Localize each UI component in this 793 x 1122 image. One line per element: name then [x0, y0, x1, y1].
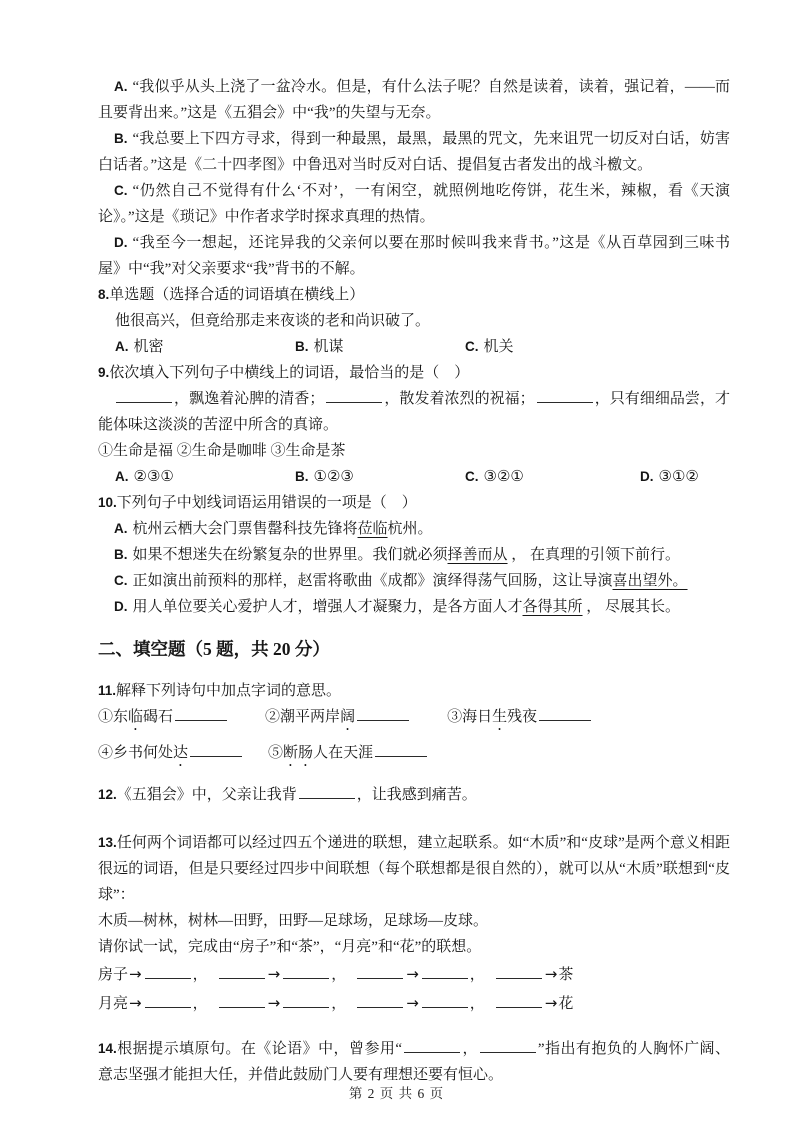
q10-option-a: [98, 516, 730, 542]
option-label: D.: [640, 469, 654, 484]
option-text: ， 尽展其长。: [582, 599, 681, 615]
option-label: B.: [295, 469, 309, 484]
stem-text: 依次填入下列句子中横线上的词语，最恰当的是（ ）: [109, 365, 470, 381]
q9-fill-line: [98, 386, 730, 438]
answer-blank: [219, 964, 265, 979]
try-text: 请你试一试，完成由“房子”和“茶”，“月亮”和“花”的联想。: [98, 939, 482, 955]
answer-blank: [496, 993, 542, 1008]
q9-stem: [98, 360, 730, 386]
q7-option-a: [98, 74, 730, 126]
example-text: 木质—树林，树林—田野，田野—足球场，足球场—皮球。: [98, 913, 489, 929]
option-label: C.: [114, 573, 128, 588]
option-label: C.: [114, 183, 128, 198]
q13-stem: [98, 830, 730, 908]
q13-example-line: [98, 908, 730, 934]
fill-segment: 《五猖会》中，父亲让我背: [116, 787, 297, 803]
answer-blank: [145, 993, 191, 1008]
item-text: ⑤: [268, 745, 284, 761]
question-number: 13.: [98, 835, 117, 850]
q11-stem: [98, 678, 730, 704]
q14-line: [98, 1036, 730, 1088]
option-text: 机关: [483, 339, 514, 355]
fill-segment: ，: [462, 1041, 478, 1057]
stem-text: 任何两个词语都可以经过四五个递进的联想，建立起联系。如“木质”和“皮球”是两个意义相距很远的词语，但是只要经过四步中间联想（每个联想都是很自然的），就可以从“木质”联想到“皮球”：: [98, 835, 730, 903]
stem-text: 下列句子中划线词语运用错误的一项是（ ）: [116, 495, 417, 511]
q11-item-5: [268, 745, 429, 761]
option-label: A.: [115, 469, 129, 484]
q7-option-b: [98, 126, 730, 178]
item-text: ②潮平两岸: [265, 709, 341, 725]
question-number: 10.: [98, 495, 117, 510]
option-text: 机谋: [313, 339, 344, 355]
answer-blank: [283, 993, 329, 1008]
q13-chain-row-1: [98, 960, 730, 989]
q11-item-2: [265, 709, 411, 725]
option-label: C.: [465, 339, 479, 354]
comma: ，: [331, 996, 347, 1012]
answer-blank: [357, 993, 403, 1008]
answer-blank: [175, 706, 227, 721]
q8-stem: [98, 282, 730, 308]
answer-blank: [190, 742, 242, 757]
option-text: 杭州云栖大会门票售罄科技先锋将: [132, 521, 358, 537]
option-text: ②③①: [133, 469, 174, 485]
item-text: ④乡书何处: [98, 745, 174, 761]
q13-try-line: [98, 934, 730, 960]
q7-option-d: [98, 230, 730, 282]
fill-segment: ”指出有抱负的人胸怀广阔、意志坚强才能担大任，并借此鼓励门人要有理想还要有恒心。: [98, 1041, 730, 1083]
answer-blank: [404, 1038, 460, 1053]
answer-blank: [326, 388, 382, 403]
fill-segment: ，散发着浓烈的祝福；: [384, 391, 535, 407]
option-text: “我至今一想起，还诧异我的父亲何以要在那时候叫我来背书。”这是《从百草园到三味书屋》中“我”对父亲要求“我”背书的不解。: [98, 235, 730, 277]
chain-start-word: 房子: [98, 967, 129, 983]
option-text: ①②③: [313, 469, 354, 485]
dotted-word: 断肠: [283, 745, 314, 761]
q10-option-c: [98, 568, 730, 594]
underlined-word: 各得其所: [522, 599, 583, 615]
q7-option-c: [98, 178, 730, 230]
comma: ，: [192, 996, 208, 1012]
q13-chain-row-2: [98, 989, 730, 1018]
question-number: 12.: [98, 787, 117, 802]
sentence-text: 他很高兴，但竟给那走来夜谈的老和尚识破了。: [115, 313, 431, 329]
underlined-word: 喜出望外。: [612, 573, 688, 589]
q9-option-b: [295, 464, 465, 490]
item-text: ①东: [98, 709, 129, 725]
option-text: 如果不想迷失在纷繁复杂的世界里。我们就必须: [132, 547, 448, 563]
fill-segment: ，让我感到痛苦。: [356, 787, 477, 803]
q9-option-row: [115, 464, 730, 490]
option-text: 机密: [133, 339, 164, 355]
option-label: B.: [295, 339, 309, 354]
q9-item-list: [98, 438, 730, 464]
exam-content: [98, 74, 730, 1088]
answer-blank: [422, 993, 468, 1008]
answer-blank: [539, 706, 591, 721]
option-text: 杭州。: [387, 521, 433, 537]
fill-segment: 根据提示填原句。在《论语》中，曾参用“: [116, 1041, 402, 1057]
chain-end-word: 花: [558, 996, 574, 1012]
arrow-right-icon: →: [406, 994, 419, 1012]
page-number-footer: 第 2 页 共 6 页: [348, 1086, 445, 1101]
underlined-word: 莅临: [357, 521, 388, 537]
item-list-text: ①生命是福 ②生命是咖啡 ③生命是茶: [98, 443, 346, 459]
question-number: 9.: [98, 365, 110, 380]
arrow-right-icon: →: [129, 994, 142, 1012]
q9-option-c: [465, 464, 640, 490]
option-text: ③②①: [483, 469, 524, 485]
q8-sentence: [115, 308, 730, 334]
question-number: 14.: [98, 1041, 117, 1056]
item-text: 残夜: [507, 709, 538, 725]
arrow-right-icon: →: [267, 965, 281, 983]
comma: ，: [469, 996, 485, 1012]
answer-blank: [480, 1038, 536, 1053]
comma: ，: [331, 967, 347, 983]
q8-option-row: [115, 334, 730, 360]
arrow-right-icon: →: [406, 965, 419, 983]
arrow-right-icon: →: [129, 965, 142, 983]
stem-text: 单选题（选择合适的词语填在横线上）: [109, 287, 365, 303]
comma: ，: [469, 967, 485, 983]
answer-blank: [496, 964, 542, 979]
chain-end-word: 茶: [558, 967, 574, 983]
dotted-word: 阔: [340, 709, 356, 725]
option-text: ， 在真理的引领下前行。: [507, 547, 681, 563]
dotted-word: 达: [173, 745, 189, 761]
arrow-right-icon: →: [544, 965, 558, 983]
answer-blank: [422, 964, 468, 979]
dotted-word: 生: [492, 709, 508, 725]
q11-item-4: [98, 745, 244, 761]
option-text: 正如演出前预料的那样，赵雷将歌曲《成都》演绎得荡气回肠，这让导演: [132, 573, 613, 589]
option-text: “仍然自己不觉得有什么‘不对’，一有闲空，就照例地吃侉饼，花生米，辣椒，看《天演论》。”这是《琐记》中作者求学时探求真理的热情。: [98, 183, 730, 225]
question-number: 11.: [98, 683, 117, 698]
q8-option-b: [295, 334, 465, 360]
option-text: “我似乎从头上浇了一盆冷水。但是，有什么法子呢？自然是读着，读着，强记着，——而且要背出来。”这是《五猖会》中“我”的失望与无奈。: [98, 79, 730, 121]
section-2-header: 二、填空题（5 题，共 20 分）: [98, 639, 330, 659]
option-label: D.: [114, 599, 128, 614]
q11-item-3: [447, 709, 593, 725]
answer-blank: [283, 964, 329, 979]
q12-line: [98, 782, 730, 808]
q11-item-1: [98, 709, 229, 725]
q10-option-d: [98, 594, 730, 620]
item-text: ③海日: [447, 709, 493, 725]
option-label: A.: [114, 521, 128, 536]
q10-stem: [98, 490, 730, 516]
chain-start-word: 月亮: [98, 996, 129, 1012]
answer-blank: [299, 784, 355, 799]
q8-option-c: [465, 334, 730, 360]
option-text: ③①②: [658, 469, 699, 485]
q11-item-row-2: [98, 740, 730, 770]
answer-blank: [116, 388, 172, 403]
q11-item-row-1: [98, 704, 730, 734]
option-label: D.: [114, 235, 128, 250]
answer-blank: [537, 388, 593, 403]
stem-text: 解释下列诗句中加点字词的意思。: [116, 683, 342, 699]
answer-blank: [357, 706, 409, 721]
option-text: 用人单位要关心爱护人才，增强人才凝聚力，是各方面人才: [132, 599, 523, 615]
option-label: A.: [115, 339, 129, 354]
dotted-word: 临: [128, 709, 144, 725]
fill-segment: ，飘逸着沁脾的清香；: [174, 391, 325, 407]
answer-blank: [145, 964, 191, 979]
option-label: B.: [114, 547, 128, 562]
underlined-word: 择善而从: [447, 547, 508, 563]
answer-blank: [219, 993, 265, 1008]
q9-option-a: [115, 464, 295, 490]
arrow-right-icon: →: [544, 994, 558, 1012]
comma: ，: [192, 967, 208, 983]
option-label: B.: [114, 131, 128, 146]
q8-option-a: [115, 334, 295, 360]
question-number: 8.: [98, 287, 110, 302]
item-text: 碣石: [143, 709, 174, 725]
option-label: A.: [114, 79, 128, 94]
answer-blank: [357, 964, 403, 979]
answer-blank: [375, 742, 427, 757]
arrow-right-icon: →: [267, 994, 281, 1012]
item-text: 人在天涯: [313, 745, 374, 761]
option-label: C.: [465, 469, 479, 484]
option-text: “我总要上下四方寻求，得到一种最黑，最黑，最黑的咒文，先来诅咒一切反对白话，妨害白话者。”这是《二十四孝图》中鲁迅对当时反对白话、提倡复古者发出的战斗檄文。: [98, 131, 730, 173]
q9-option-d: [640, 464, 730, 490]
fill-segment: ，只有细细品尝，才能体味这淡淡的苦涩中所含的真谛。: [98, 391, 730, 433]
q10-option-b: [98, 542, 730, 568]
